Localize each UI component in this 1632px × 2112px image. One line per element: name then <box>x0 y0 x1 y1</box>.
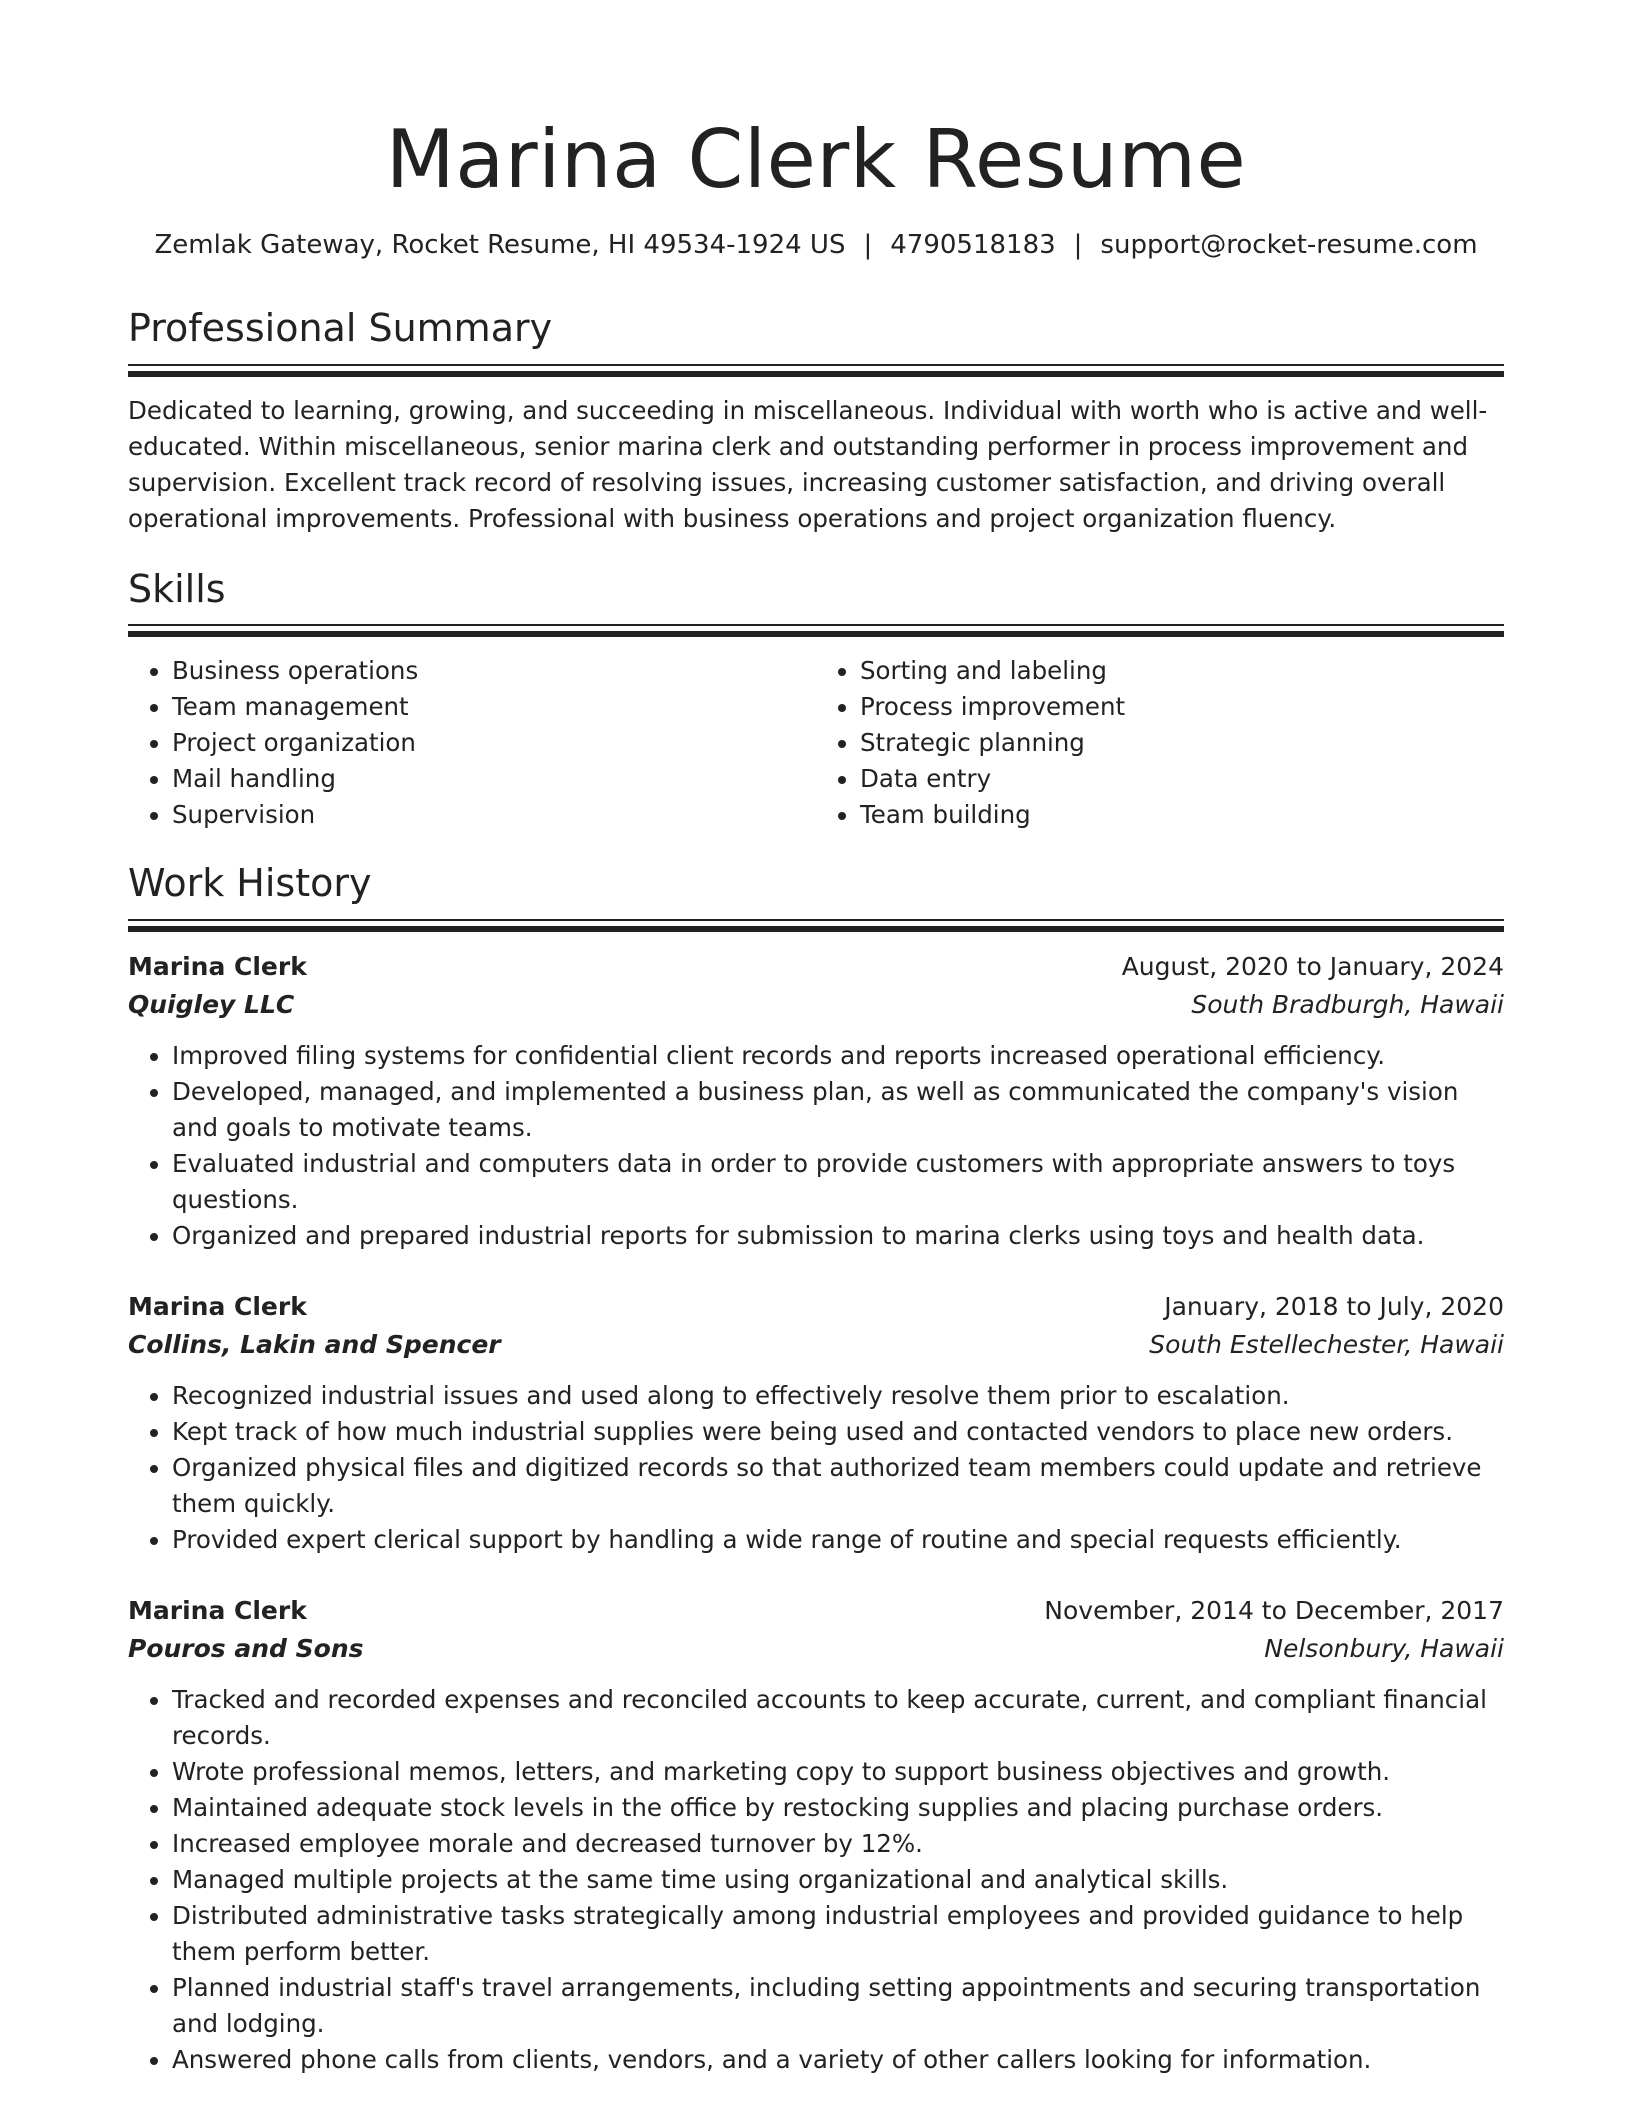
job-company: Collins, Lakin and Spencer <box>128 1329 501 1359</box>
skill-item: • Strategic planning <box>860 725 1504 761</box>
job-bullet: • Answered phone calls from clients, vendors, and a variety of other callers looking for information. <box>172 2042 1504 2078</box>
summary-section <box>128 306 1504 537</box>
job-bullet: • Increased employee morale and decreased turnover by 12%. <box>172 1826 1504 1862</box>
job-entry <box>128 948 1504 1254</box>
section-heading-skills: Skills <box>128 566 226 611</box>
work-history-section <box>128 861 1504 2078</box>
contact-phone: 4790518183 <box>890 230 1056 260</box>
section-heading-work-history: Work History <box>128 861 372 906</box>
contact-address: Zemlak Gateway, Rocket Resume, HI 49534-1924 US <box>154 230 846 260</box>
job-company-row <box>128 986 1504 1024</box>
job-bullet: • Evaluated industrial and computers data in order to provide customers with appropriate answers to toys questions. <box>172 1146 1504 1218</box>
job-bullet: • Wrote professional memos, letters, and marketing copy to support business objectives and growth. <box>172 1754 1504 1790</box>
skills-section <box>128 567 1504 834</box>
job-bullets <box>128 1378 1504 1558</box>
job-dates: January, 2018 to July, 2020 <box>1164 1291 1504 1321</box>
summary-text: Dedicated to learning, growing, and succeeding in miscellaneous. Individual with worth who is active and well-educated. Within miscellaneous, senior marina clerk and outstanding performer in process improvement and supervision. Excellent track record of resolving issues, increasing customer satisfaction, and driving overall operational improvements. Professional with business operations and project organization fluency. <box>128 395 1488 533</box>
skill-item: • Project organization <box>172 725 816 761</box>
job-bullet: • Improved filing systems for confidential client records and reports increased operational efficiency. <box>172 1038 1504 1074</box>
job-entry <box>128 1592 1504 2078</box>
job-header-row <box>128 1288 1504 1326</box>
job-header-row <box>128 1592 1504 1630</box>
contact-separator: | <box>1073 230 1083 260</box>
job-company-row <box>128 1326 1504 1364</box>
job-bullets <box>128 1038 1504 1254</box>
contact-separator: | <box>863 230 873 260</box>
job-location: South Bradburgh, Hawaii <box>1191 989 1504 1019</box>
skills-list-right <box>816 653 1504 833</box>
job-bullet: • Provided expert clerical support by handling a wide range of routine and special requests efficiently. <box>172 1522 1504 1558</box>
job-company-row <box>128 1630 1504 1668</box>
section-heading-summary: Professional Summary <box>128 306 553 350</box>
job-bullet: • Planned industrial staff's travel arrangements, including setting appointments and securing transportation and lodging. <box>172 1970 1504 2042</box>
job-bullet: • Tracked and recorded expenses and reconciled accounts to keep accurate, current, and compliant financial records. <box>172 1682 1504 1754</box>
job-header-row <box>128 948 1504 986</box>
skills-list-left <box>128 653 816 833</box>
job-bullet: • Developed, managed, and implemented a business plan, as well as communicated the company's vision and goals to motivate teams. <box>172 1074 1504 1146</box>
job-company: Pouros and Sons <box>128 1633 364 1663</box>
job-bullet: • Organized physical files and digitized records so that authorized team members could update and retrieve them quickly. <box>172 1450 1504 1522</box>
job-company: Quigley LLC <box>128 989 295 1019</box>
job-title: Marina Clerk <box>128 951 307 981</box>
skill-item: • Sorting and labeling <box>860 653 1504 689</box>
skill-item: • Mail handling <box>172 761 816 797</box>
job-bullet: • Maintained adequate stock levels in the office by restocking supplies and placing purchase orders. <box>172 1790 1504 1826</box>
skill-item: • Data entry <box>860 761 1504 797</box>
job-title: Marina Clerk <box>128 1595 307 1625</box>
skill-item: • Team building <box>860 797 1504 833</box>
section-divider <box>128 364 1504 377</box>
section-divider <box>128 919 1504 932</box>
contact-line <box>128 230 1504 260</box>
skills-columns <box>128 653 1504 833</box>
job-entry <box>128 1288 1504 1558</box>
resume-title: Marina Clerk Resume <box>385 113 1247 206</box>
job-dates: November, 2014 to December, 2017 <box>1044 1595 1504 1625</box>
job-location: Nelsonbury, Hawaii <box>1264 1633 1504 1663</box>
job-title: Marina Clerk <box>128 1291 307 1321</box>
job-bullet: • Distributed administrative tasks strategically among industrial employees and provided guidance to help them perform better. <box>172 1898 1504 1970</box>
section-divider <box>128 624 1504 637</box>
job-bullets <box>128 1682 1504 2078</box>
job-bullet: • Managed multiple projects at the same time using organizational and analytical skills. <box>172 1862 1504 1898</box>
job-dates: August, 2020 to January, 2024 <box>1121 951 1504 981</box>
job-bullet: • Recognized industrial issues and used along to effectively resolve them prior to escalation. <box>172 1378 1504 1414</box>
job-location: South Estellechester, Hawaii <box>1149 1329 1504 1359</box>
job-bullet: • Kept track of how much industrial supplies were being used and contacted vendors to place new orders. <box>172 1414 1504 1450</box>
contact-email: support@rocket-resume.com <box>1100 230 1478 260</box>
job-bullet: • Organized and prepared industrial reports for submission to marina clerks using toys and health data. <box>172 1218 1504 1254</box>
skill-item: • Process improvement <box>860 689 1504 725</box>
skill-item: • Supervision <box>172 797 816 833</box>
skill-item: • Team management <box>172 689 816 725</box>
skill-item: • Business operations <box>172 653 816 689</box>
